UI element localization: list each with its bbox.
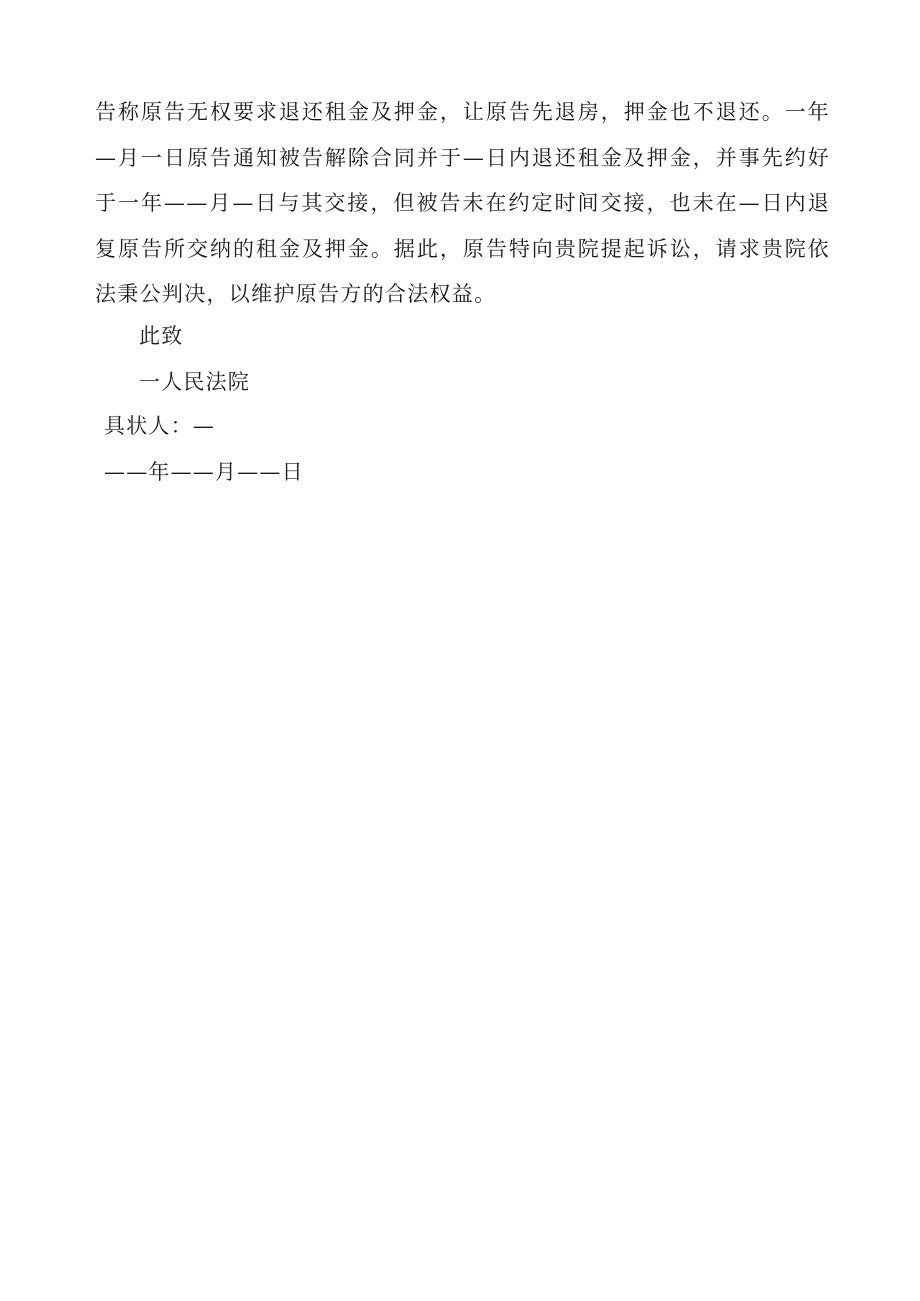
court-name: 一人民法院 [139, 370, 250, 394]
body-paragraph: 告称原告无权要求退还租金及押金，让原告先退房，押金也不退还。一年—月一日原告通知被告解除合同并于—日内退还租金及押金，并事先约好于一年——月—日与其交接，但被告未在约定时间交接，也未在—日内退复原告所交纳的租金及押金。据此，原告特向贵院提起诉讼，请求贵院依法秉公判决，以维护原告方的合法权益。 [95, 100, 830, 307]
closing-greeting: 此致 [139, 324, 184, 348]
date-line: ——年——月——日 [104, 460, 304, 484]
signer-line: 具状人：— [104, 414, 215, 438]
